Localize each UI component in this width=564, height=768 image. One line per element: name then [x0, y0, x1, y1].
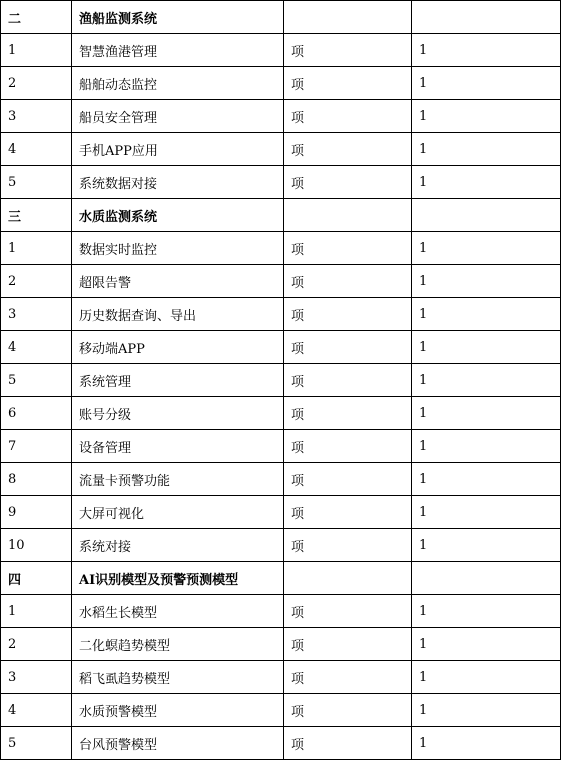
item-unit: 项 — [284, 661, 412, 694]
item-name: 二化螟趋势模型 — [72, 628, 284, 661]
item-unit: 项 — [284, 364, 412, 397]
item-name: 大屏可视化 — [72, 496, 284, 529]
item-number: 3 — [1, 298, 72, 331]
table-row — [1, 727, 561, 760]
item-number: 10 — [1, 529, 72, 562]
item-quantity: 1 — [412, 166, 561, 199]
item-quantity: 1 — [412, 331, 561, 364]
item-name: 系统对接 — [72, 529, 284, 562]
table-row — [1, 364, 561, 397]
item-quantity: 1 — [412, 34, 561, 67]
table-row — [1, 628, 561, 661]
table-row — [1, 661, 561, 694]
table-row — [1, 595, 561, 628]
items-table-body — [1, 1, 561, 760]
item-name: 移动端APP — [72, 331, 284, 364]
item-quantity: 1 — [412, 397, 561, 430]
table-row — [1, 397, 561, 430]
section-empty-cell — [284, 1, 412, 34]
item-number: 8 — [1, 463, 72, 496]
item-unit: 项 — [284, 67, 412, 100]
table-row — [1, 232, 561, 265]
section-number: 三 — [1, 199, 72, 232]
item-unit: 项 — [284, 331, 412, 364]
item-unit: 项 — [284, 595, 412, 628]
item-number: 5 — [1, 166, 72, 199]
item-unit: 项 — [284, 100, 412, 133]
item-quantity: 1 — [412, 727, 561, 760]
item-quantity: 1 — [412, 529, 561, 562]
table-row — [1, 34, 561, 67]
item-quantity: 1 — [412, 100, 561, 133]
section-title: 水质监测系统 — [72, 199, 284, 232]
item-quantity: 1 — [412, 232, 561, 265]
item-name: 账号分级 — [72, 397, 284, 430]
section-title: 渔船监测系统 — [72, 1, 284, 34]
item-name: 数据实时监控 — [72, 232, 284, 265]
item-quantity: 1 — [412, 694, 561, 727]
item-quantity: 1 — [412, 265, 561, 298]
table-row — [1, 694, 561, 727]
table-row — [1, 133, 561, 166]
table-row — [1, 496, 561, 529]
item-number: 1 — [1, 595, 72, 628]
section-header-row — [1, 1, 561, 34]
item-number: 5 — [1, 364, 72, 397]
item-number: 9 — [1, 496, 72, 529]
item-number: 7 — [1, 430, 72, 463]
table-row — [1, 331, 561, 364]
section-header-row — [1, 562, 561, 595]
item-number: 4 — [1, 331, 72, 364]
item-number: 2 — [1, 67, 72, 100]
section-empty-cell — [412, 1, 561, 34]
table-row — [1, 100, 561, 133]
section-empty-cell — [412, 199, 561, 232]
item-name: 台风预警模型 — [72, 727, 284, 760]
item-unit: 项 — [284, 133, 412, 166]
item-quantity: 1 — [412, 628, 561, 661]
item-number: 3 — [1, 100, 72, 133]
item-name: 系统数据对接 — [72, 166, 284, 199]
item-name: 稻飞虱趋势模型 — [72, 661, 284, 694]
section-number: 四 — [1, 562, 72, 595]
section-number: 二 — [1, 1, 72, 34]
item-quantity: 1 — [412, 298, 561, 331]
item-quantity: 1 — [412, 661, 561, 694]
table-row — [1, 166, 561, 199]
table-row — [1, 430, 561, 463]
item-unit: 项 — [284, 265, 412, 298]
item-name: 手机APP应用 — [72, 133, 284, 166]
item-unit: 项 — [284, 529, 412, 562]
item-unit: 项 — [284, 463, 412, 496]
table-row — [1, 265, 561, 298]
item-unit: 项 — [284, 694, 412, 727]
item-quantity: 1 — [412, 463, 561, 496]
table-row — [1, 529, 561, 562]
item-unit: 项 — [284, 430, 412, 463]
section-empty-cell — [284, 199, 412, 232]
item-name: 船舶动态监控 — [72, 67, 284, 100]
item-unit: 项 — [284, 166, 412, 199]
table-row — [1, 463, 561, 496]
item-quantity: 1 — [412, 496, 561, 529]
item-number: 5 — [1, 727, 72, 760]
item-name: 水稻生长模型 — [72, 595, 284, 628]
item-unit: 项 — [284, 34, 412, 67]
item-number: 1 — [1, 232, 72, 265]
item-quantity: 1 — [412, 430, 561, 463]
item-name: 超限告警 — [72, 265, 284, 298]
table-row — [1, 67, 561, 100]
section-empty-cell — [412, 562, 561, 595]
item-name: 智慧渔港管理 — [72, 34, 284, 67]
item-name: 系统管理 — [72, 364, 284, 397]
item-number: 4 — [1, 694, 72, 727]
item-name: 历史数据查询、导出 — [72, 298, 284, 331]
item-quantity: 1 — [412, 67, 561, 100]
item-name: 船员安全管理 — [72, 100, 284, 133]
item-number: 6 — [1, 397, 72, 430]
item-number: 3 — [1, 661, 72, 694]
item-quantity: 1 — [412, 595, 561, 628]
item-number: 1 — [1, 34, 72, 67]
section-empty-cell — [284, 562, 412, 595]
item-number: 2 — [1, 628, 72, 661]
item-unit: 项 — [284, 496, 412, 529]
item-name: 水质预警模型 — [72, 694, 284, 727]
item-unit: 项 — [284, 628, 412, 661]
item-quantity: 1 — [412, 364, 561, 397]
item-number: 2 — [1, 265, 72, 298]
item-unit: 项 — [284, 298, 412, 331]
section-header-row — [1, 199, 561, 232]
table-row — [1, 298, 561, 331]
item-name: 设备管理 — [72, 430, 284, 463]
item-unit: 项 — [284, 232, 412, 265]
item-unit: 项 — [284, 397, 412, 430]
section-title: AI识别模型及预警预测模型 — [72, 562, 284, 595]
item-name: 流量卡预警功能 — [72, 463, 284, 496]
item-number: 4 — [1, 133, 72, 166]
item-quantity: 1 — [412, 133, 561, 166]
item-unit: 项 — [284, 727, 412, 760]
